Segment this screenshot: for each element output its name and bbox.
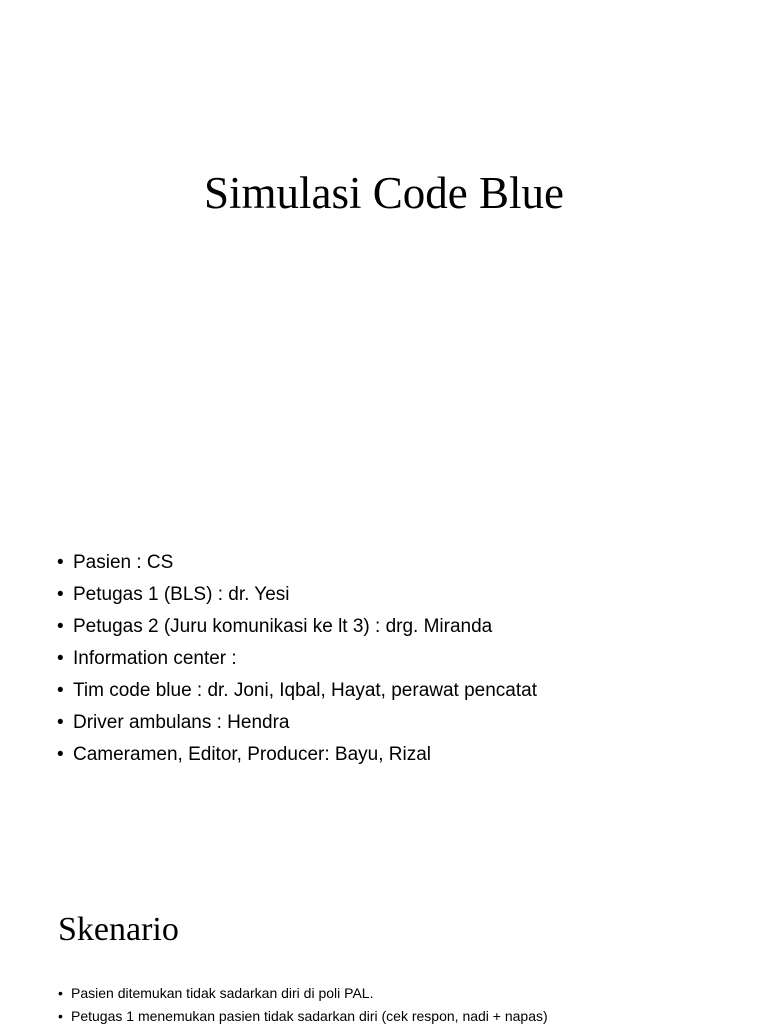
- list-item: • Petugas 2 (Juru komunikasi ke lt 3) : drg. Miranda: [57, 611, 537, 643]
- list-item: • Tim code blue : dr. Joni, Iqbal, Hayat, perawat pencatat: [57, 675, 537, 707]
- list-item: • Petugas 1 (BLS) : dr. Yesi: [57, 579, 537, 611]
- roles-list: [57, 547, 537, 771]
- slide-2: [0, 864, 768, 1024]
- list-item: • Cameramen, Editor, Producer: Bayu, Rizal: [57, 739, 537, 771]
- scenario-list: [58, 982, 548, 1024]
- list-item: • Pasien : CS: [57, 547, 537, 579]
- list-item: • Petugas 1 menemukan pasien tidak sadarkan diri (cek respon, nadi + napas): [58, 1005, 548, 1024]
- list-item: • Pasien ditemukan tidak sadarkan diri di poli PAL.: [58, 982, 548, 1005]
- section-title: Skenario: [58, 911, 179, 948]
- list-item: • Information center :: [57, 643, 537, 675]
- slide-title: Simulasi Code Blue: [204, 168, 564, 218]
- list-item: • Driver ambulans : Hendra: [57, 707, 537, 739]
